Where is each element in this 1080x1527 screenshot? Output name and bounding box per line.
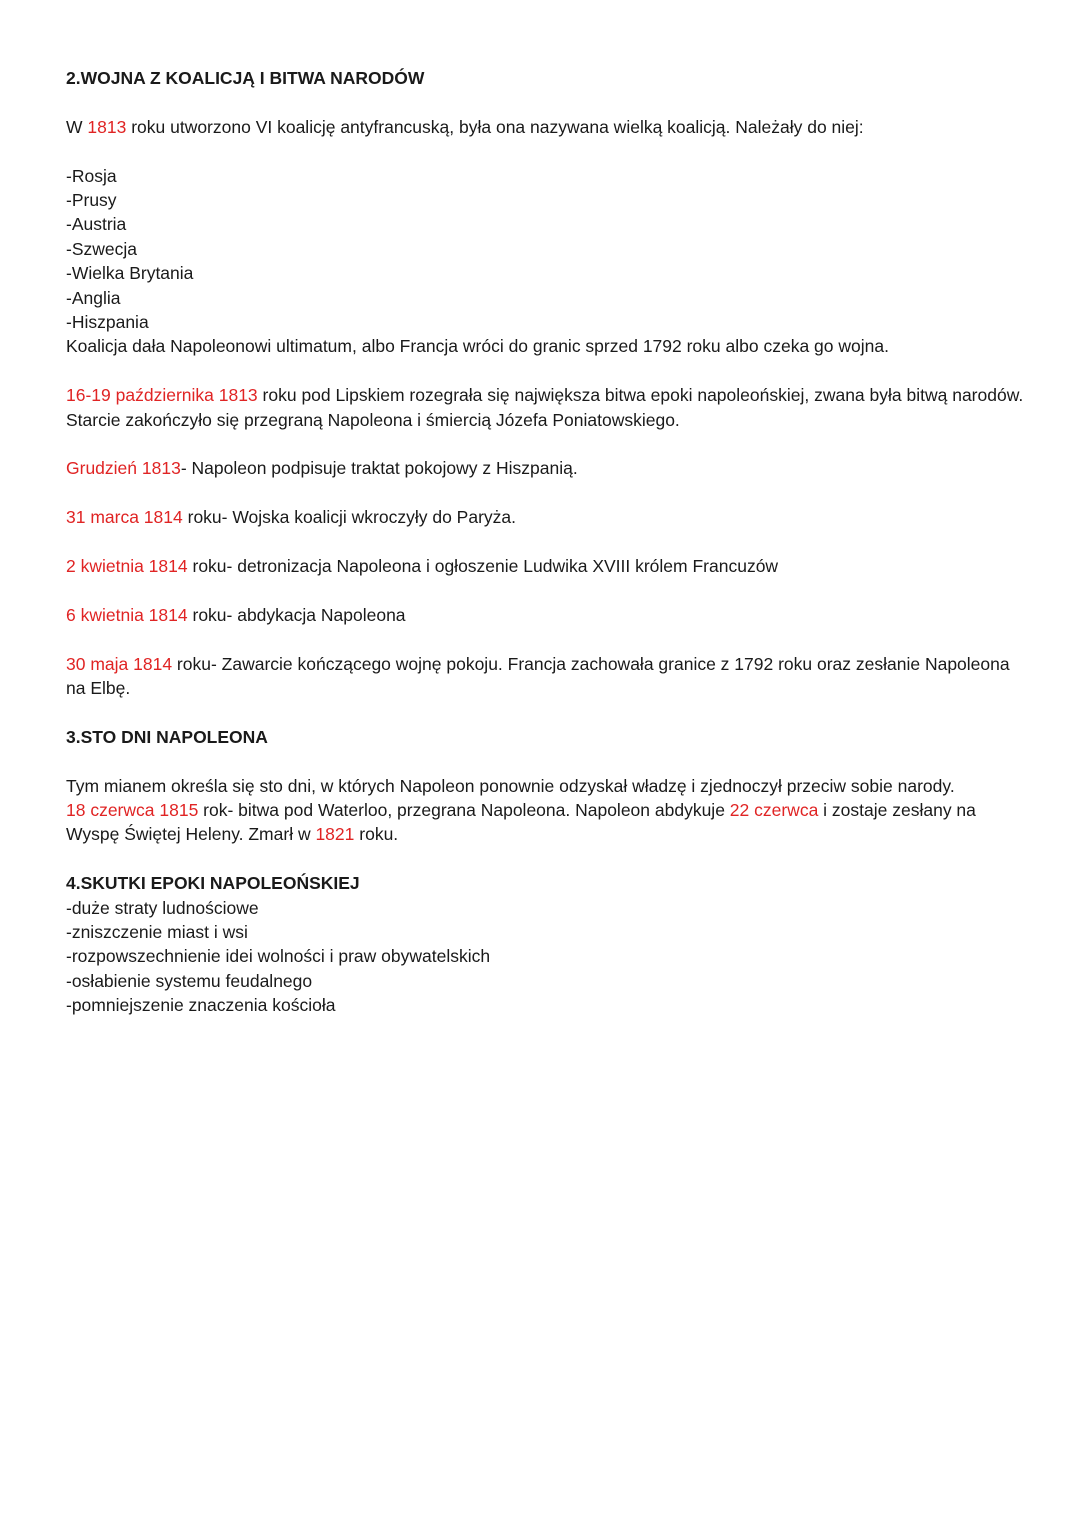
list-item: -Anglia [66,287,121,308]
december-date: Grudzień 1813 [66,458,181,479]
coalition-intro [66,115,1026,139]
list-item: -Prusy [66,190,117,210]
waterloo-text: rok- bitwa pod Waterloo, przegrana Napoleona. Napoleon abdykuje [198,800,730,821]
list-item: -Wielka Brytania [66,263,194,284]
may-paragraph [66,652,1026,701]
list-item: -pomniejszenie znaczenia kościoła [66,995,336,1016]
list-item: -Szwecja [66,238,137,259]
effects-list [66,896,1026,1018]
death-text: roku. [354,824,399,845]
april-2-date: 2 kwietnia 1814 [66,556,188,577]
march-paragraph [66,505,1026,529]
intro-year: 1813 [87,116,127,137]
april-2-text: roku- detronizacja Napoleona i ogłoszenie Ludwika XVIII królem Francuzów [187,556,779,577]
section-4-heading: 4.SKUTKI EPOKI NAPOLEOŃSKIEJ [66,873,360,894]
waterloo-paragraph [66,798,1026,847]
abdication-date: 22 czerwca [729,800,819,821]
intro-pre: W [66,116,88,137]
list-item: -rozpowszechnienie idei wolności i praw obywatelskich [66,946,491,967]
list-item: -Hiszpania [66,312,149,333]
coalition-members-list [66,164,1026,335]
march-text: roku- Wojska koalicji wkroczyły do Paryża. [182,507,516,528]
march-date: 31 marca 1814 [66,507,183,528]
list-item: -zniszczenie miast i wsi [66,922,248,943]
hundred-days-line: Tym mianem określa się sto dni, w których Napoleon ponownie odzyskał władzę i zjednoczył przeciw sobie narody. [66,775,955,796]
list-item: -Austria [66,214,127,235]
leipzig-paragraph [66,383,1026,432]
list-item: -osłabienie systemu feudalnego [66,970,313,991]
section-3-heading: 3.STO DNI NAPOLEONA [66,726,268,747]
list-item: -Rosja [66,165,117,186]
list-item: -duże straty ludnościowe [66,897,259,918]
april-6-date: 6 kwietnia 1814 [66,604,188,625]
leipzig-text: roku pod Lipskiem rozegrała się największa bitwa epoki napoleońskiej, zwana była bitwą narodów. Starcie zakończyło się przegraną Napoleona i śmiercią Józefa Poniatowskiego. [66,385,1024,430]
leipzig-date: 16-19 października 1813 [66,385,258,406]
document-page [66,66,1026,1018]
april-6-text: roku- abdykacja Napoleona [187,604,406,625]
section-2-heading: 2.WOJNA Z KOALICJĄ I BITWA NARODÓW [66,68,425,88]
may-text: roku- Zawarcie kończącego wojnę pokoju. Francja zachowała granice z 1792 roku oraz zesłanie Napoleona na Elbę. [66,653,1010,699]
april-2-paragraph [66,554,1026,578]
may-date: 30 maja 1814 [66,653,173,674]
april-6-paragraph [66,603,1026,627]
intro-post: roku utworzono VI koalicję antyfrancuską, była ona nazywana wielką koalicją. Należały do niej: [126,116,864,137]
abdication-text: i zostaje zesłany na Wyspę Świętej Heleny. Zmarł w [66,800,976,845]
december-text: - Napoleon podpisuje traktat pokojowy z Hiszpanią. [180,458,578,479]
ultimatum-text: Koalicja dała Napoleonowi ultimatum, albo Francja wróci do granic sprzed 1792 roku albo czeka go wojna. [66,336,889,357]
december-paragraph [66,456,1026,480]
waterloo-date: 18 czerwca 1815 [66,800,199,821]
death-year: 1821 [315,824,355,845]
